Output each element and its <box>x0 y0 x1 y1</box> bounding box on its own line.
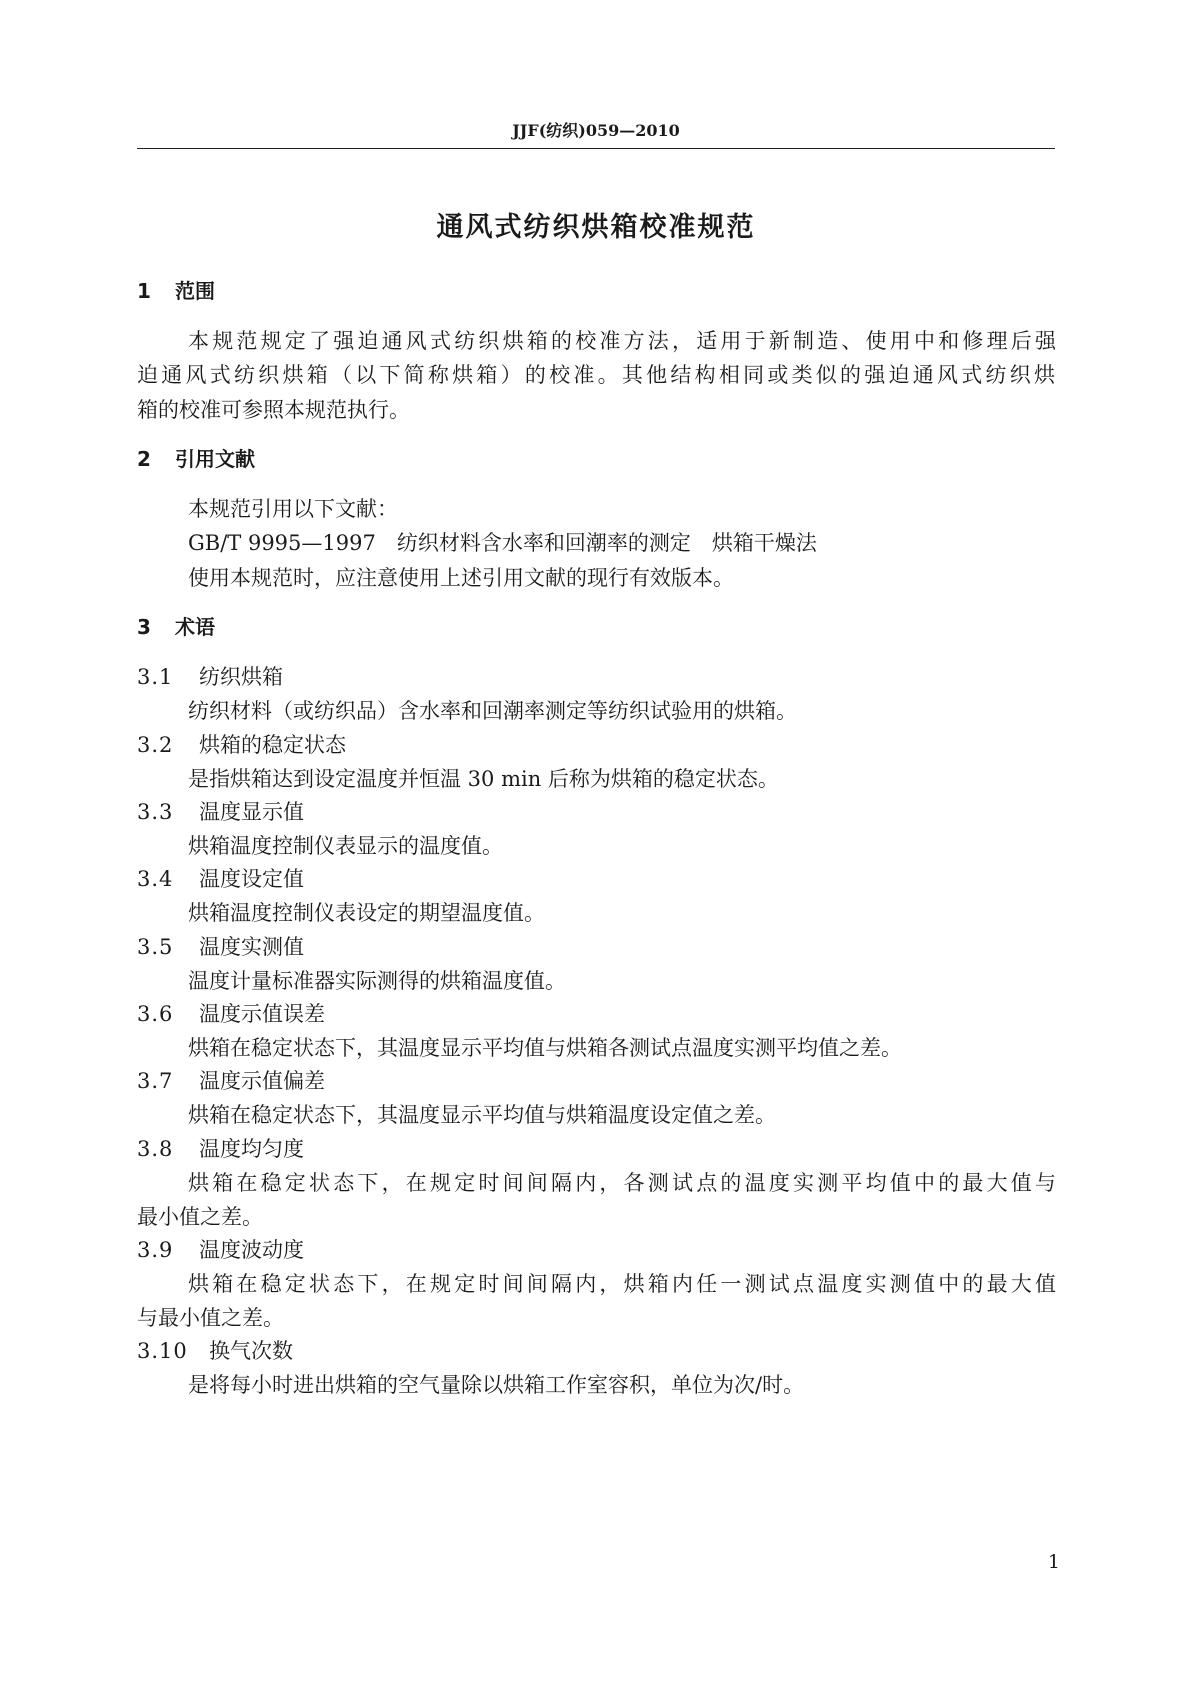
section-number: 3 <box>137 615 151 639</box>
section-3-heading <box>137 612 1057 642</box>
term-3-1: 3.1 纺织烘箱 <box>137 665 283 689</box>
term-3-10-definition: 是将每小时进出烘箱的空气量除以烘箱工作室容积，单位为次/时。 <box>188 1373 805 1397</box>
term-3-9-definition-line-2: 与最小值之差。 <box>137 1306 284 1330</box>
term-3-7: 3.7 温度示值偏差 <box>137 1069 325 1093</box>
term-3-5: 3.5 温度实测值 <box>137 935 304 959</box>
section-title: 引用文献 <box>175 447 255 471</box>
term-name: 烘箱的稳定状态 <box>199 733 346 757</box>
term-name: 换气次数 <box>209 1339 293 1363</box>
section-1-line-1: 本规范规定了强迫通风式纺织烘箱的校准方法，适用于新制造、使用中和修理后强 <box>188 329 1056 353</box>
page-number: 1 <box>1047 1551 1060 1573</box>
term-3-1-definition: 纺织材料（或纺织品）含水率和回潮率测定等纺织试验用的烘箱。 <box>188 699 797 723</box>
term-name: 温度设定值 <box>199 867 304 891</box>
section-2-line-1: 本规范引用以下文献： <box>188 497 398 521</box>
term-3-8-definition-line-1: 烘箱在稳定状态下，在规定时间间隔内，各测试点的温度实测平均值中的最大值与 <box>188 1171 1056 1195</box>
section-1-line-2: 迫通风式纺织烘箱（以下简称烘箱）的校准。其他结构相同或类似的强迫通风式纺织烘 <box>137 363 1055 387</box>
term-3-6: 3.6 温度示值误差 <box>137 1002 325 1026</box>
term-3-8: 3.8 温度均匀度 <box>137 1137 304 1161</box>
term-3-3-definition: 烘箱温度控制仪表显示的温度值。 <box>188 834 503 858</box>
term-3-4-definition: 烘箱温度控制仪表设定的期望温度值。 <box>188 901 545 925</box>
term-name: 温度实测值 <box>199 935 304 959</box>
section-1-heading <box>137 276 1057 306</box>
term-name: 温度示值偏差 <box>199 1069 325 1093</box>
term-3-9-definition-line-1: 烘箱在稳定状态下，在规定时间间隔内，烘箱内任一测试点温度实测值中的最大值 <box>188 1272 1056 1296</box>
section-number: 1 <box>137 279 151 303</box>
term-3-2: 3.2 烘箱的稳定状态 <box>137 733 346 757</box>
section-2-line-3: 使用本规范时，应注意使用上述引用文献的现行有效版本。 <box>188 566 734 590</box>
term-3-4: 3.4 温度设定值 <box>137 867 304 891</box>
section-2-heading <box>137 444 1057 474</box>
term-name: 温度示值误差 <box>199 1002 325 1026</box>
section-2-reference: GB/T 9995—1997 纺织材料含水率和回潮率的测定 烘箱干燥法 <box>188 531 817 555</box>
section-1-line-3: 箱的校准可参照本规范执行。 <box>137 398 410 422</box>
term-name: 温度均匀度 <box>199 1137 304 1161</box>
standard-code-header: JJF(纺织)059—2010 <box>512 121 680 140</box>
term-3-9: 3.9 温度波动度 <box>137 1238 304 1262</box>
section-number: 2 <box>137 447 151 471</box>
document-title: 通风式纺织烘箱校准规范 <box>436 212 756 243</box>
term-3-10: 3.10 换气次数 <box>137 1339 293 1363</box>
section-title: 范围 <box>175 279 215 303</box>
term-name: 温度波动度 <box>199 1238 304 1262</box>
term-3-5-definition: 温度计量标准器实际测得的烘箱温度值。 <box>188 969 566 993</box>
header-rule <box>137 148 1055 149</box>
term-name: 纺织烘箱 <box>199 665 283 689</box>
section-title: 术语 <box>175 615 215 639</box>
term-3-2-definition: 是指烘箱达到设定温度并恒温 30 min 后称为烘箱的稳定状态。 <box>188 767 779 791</box>
term-3-7-definition: 烘箱在稳定状态下，其温度显示平均值与烘箱温度设定值之差。 <box>188 1103 776 1127</box>
term-3-8-definition-line-2: 最小值之差。 <box>137 1205 263 1229</box>
term-3-3: 3.3 温度显示值 <box>137 800 304 824</box>
term-3-6-definition: 烘箱在稳定状态下，其温度显示平均值与烘箱各测试点温度实测平均值之差。 <box>188 1036 902 1060</box>
term-name: 温度显示值 <box>199 800 304 824</box>
